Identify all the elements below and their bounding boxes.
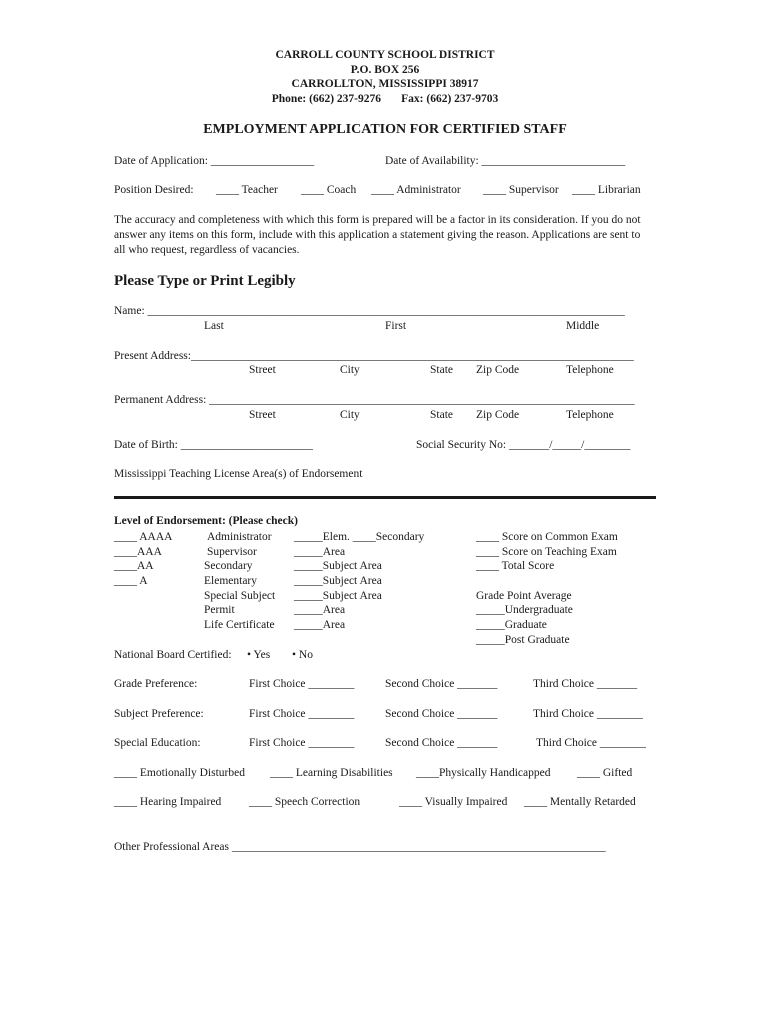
area-supervisor-field[interactable]: _____Area bbox=[294, 546, 346, 558]
name-field[interactable]: Name: ___________________________________________________________________________________ bbox=[114, 305, 625, 317]
hearing-impaired-option[interactable]: ____ Hearing Impaired bbox=[114, 796, 222, 808]
bullet-icon: • bbox=[292, 649, 297, 661]
grade-second-choice-field[interactable]: Second Choice _______ bbox=[385, 678, 498, 690]
subject-preference-label: Subject Preference: bbox=[114, 708, 204, 720]
level-aaa-option[interactable]: ____AAA bbox=[114, 546, 162, 558]
subject-area-special-field[interactable]: _____Subject Area bbox=[294, 590, 382, 602]
visually-impaired-option[interactable]: ____ Visually Impaired bbox=[399, 796, 508, 808]
national-board-label: National Board Certified: bbox=[114, 649, 232, 661]
no-label: No bbox=[298, 649, 313, 661]
district-box: P.O. BOX 256 bbox=[350, 64, 420, 76]
national-board-yes-option[interactable] bbox=[247, 649, 270, 661]
permanent-zip-caption: Zip Code bbox=[476, 409, 520, 421]
gpa-post-graduate-field[interactable]: _____Post Graduate bbox=[476, 634, 570, 646]
level-aa-option[interactable]: ____AA bbox=[114, 560, 154, 572]
name-middle-caption: Middle bbox=[566, 320, 600, 332]
present-state-caption: State bbox=[430, 364, 453, 376]
present-telephone-caption: Telephone bbox=[566, 364, 614, 376]
bullet-icon: • bbox=[247, 649, 252, 661]
teaching-license-label: Mississippi Teaching License Area(s) of Endorsement bbox=[114, 468, 363, 480]
subject-area-secondary-field[interactable]: _____Subject Area bbox=[294, 560, 382, 572]
mentally-retarded-option[interactable]: ____ Mentally Retarded bbox=[524, 796, 636, 808]
endorsement-heading: Level of Endorsement: (Please check) bbox=[114, 515, 298, 527]
subject-first-choice-field[interactable]: First Choice ________ bbox=[249, 708, 355, 720]
grade-third-choice-field[interactable]: Third Choice _______ bbox=[533, 678, 638, 690]
permanent-telephone-caption: Telephone bbox=[566, 409, 614, 421]
speech-correction-option[interactable]: ____ Speech Correction bbox=[249, 796, 361, 808]
physically-handicapped-option[interactable]: ____Physically Handicapped bbox=[416, 767, 551, 779]
special-ed-third-choice-field[interactable]: Third Choice ________ bbox=[536, 737, 646, 749]
gifted-option[interactable]: ____ Gifted bbox=[577, 767, 633, 779]
position-coach-option[interactable]: ____ Coach bbox=[301, 184, 357, 196]
special-education-label: Special Education: bbox=[114, 737, 201, 749]
permanent-city-caption: City bbox=[340, 409, 360, 421]
subject-second-choice-field[interactable]: Second Choice _______ bbox=[385, 708, 498, 720]
grade-preference-label: Grade Preference: bbox=[114, 678, 198, 690]
learning-disabilities-option[interactable]: ____ Learning Disabilities bbox=[270, 767, 393, 779]
area-life-certificate-field[interactable]: _____Area bbox=[294, 619, 346, 631]
other-professional-areas-field[interactable]: Other Professional Areas _________________________________________________________________ bbox=[114, 841, 606, 853]
special-ed-first-choice-field[interactable]: First Choice ________ bbox=[249, 737, 355, 749]
gpa-heading: Grade Point Average bbox=[476, 590, 572, 602]
type-special-subject: Special Subject bbox=[204, 590, 276, 602]
print-legibly-heading: Please Type or Print Legibly bbox=[114, 273, 296, 289]
type-secondary: Secondary bbox=[204, 560, 253, 572]
type-elementary: Elementary bbox=[204, 575, 258, 587]
position-desired-label: Position Desired: bbox=[114, 184, 194, 196]
level-a-option[interactable]: ____ A bbox=[114, 575, 148, 587]
score-teaching-exam-field[interactable]: ____ Score on Teaching Exam bbox=[476, 546, 617, 558]
social-security-field[interactable]: Social Security No: _______/_____/________ bbox=[416, 439, 631, 451]
instructions-paragraph: The accuracy and completeness with which this form is prepared will be a factor in its consideration. If you do not answer any items on this form, include with this application a statement giving the reason. Applications are sent to all who request, regardless of vacancies. bbox=[114, 214, 641, 256]
position-supervisor-option[interactable]: ____ Supervisor bbox=[483, 184, 559, 196]
gpa-graduate-field[interactable]: _____Graduate bbox=[476, 619, 547, 631]
score-common-exam-field[interactable]: ____ Score on Common Exam bbox=[476, 531, 618, 543]
area-permit-field[interactable]: _____Area bbox=[294, 604, 346, 616]
district-phone-fax: Phone: (662) 237-9276 Fax: (662) 237-9703 bbox=[271, 93, 499, 105]
type-supervisor: Supervisor bbox=[207, 546, 257, 558]
position-administrator-option[interactable]: ____ Administrator bbox=[371, 184, 461, 196]
yes-label: Yes bbox=[253, 649, 271, 661]
present-zip-caption: Zip Code bbox=[476, 364, 520, 376]
total-score-field[interactable]: ____ Total Score bbox=[476, 560, 555, 572]
district-city: CARROLLTON, MISSISSIPPI 38917 bbox=[291, 78, 479, 90]
permanent-state-caption: State bbox=[430, 409, 453, 421]
position-teacher-option[interactable]: ____ Teacher bbox=[216, 184, 278, 196]
grade-first-choice-field[interactable]: First Choice ________ bbox=[249, 678, 355, 690]
subject-third-choice-field[interactable]: Third Choice ________ bbox=[533, 708, 643, 720]
permanent-street-caption: Street bbox=[249, 409, 276, 421]
type-life-certificate: Life Certificate bbox=[204, 619, 275, 631]
type-administrator: Administrator bbox=[207, 531, 272, 543]
emotionally-disturbed-option[interactable]: ____ Emotionally Disturbed bbox=[114, 767, 245, 779]
gpa-undergraduate-field[interactable]: _____Undergraduate bbox=[476, 604, 573, 616]
district-name: CARROLL COUNTY SCHOOL DISTRICT bbox=[275, 49, 495, 61]
date-of-birth-field[interactable]: Date of Birth: _______________________ bbox=[114, 439, 313, 451]
date-of-availability-field[interactable]: Date of Availability: _________________________ bbox=[385, 155, 626, 167]
position-librarian-option[interactable]: ____ Librarian bbox=[572, 184, 641, 196]
present-city-caption: City bbox=[340, 364, 360, 376]
name-first-caption: First bbox=[385, 320, 407, 332]
national-board-no-option[interactable] bbox=[292, 649, 313, 661]
special-ed-second-choice-field[interactable]: Second Choice _______ bbox=[385, 737, 498, 749]
permanent-address-field[interactable]: Permanent Address: __________________________________________________________________________ bbox=[114, 394, 635, 406]
date-of-application-field[interactable]: Date of Application: __________________ bbox=[114, 155, 315, 167]
name-last-caption: Last bbox=[204, 320, 224, 332]
present-address-field[interactable]: Present Address:_____________________________________________________________________________ bbox=[114, 350, 634, 362]
section-divider bbox=[114, 496, 656, 499]
page-title: EMPLOYMENT APPLICATION FOR CERTIFIED STAFF bbox=[203, 122, 567, 137]
subject-area-elementary-field[interactable]: _____Subject Area bbox=[294, 575, 382, 587]
type-permit: Permit bbox=[204, 604, 235, 616]
area-elem-secondary-field[interactable]: _____Elem. ____Secondary bbox=[294, 531, 425, 543]
level-aaaa-option[interactable]: ____ AAAA bbox=[114, 531, 173, 543]
present-street-caption: Street bbox=[249, 364, 276, 376]
